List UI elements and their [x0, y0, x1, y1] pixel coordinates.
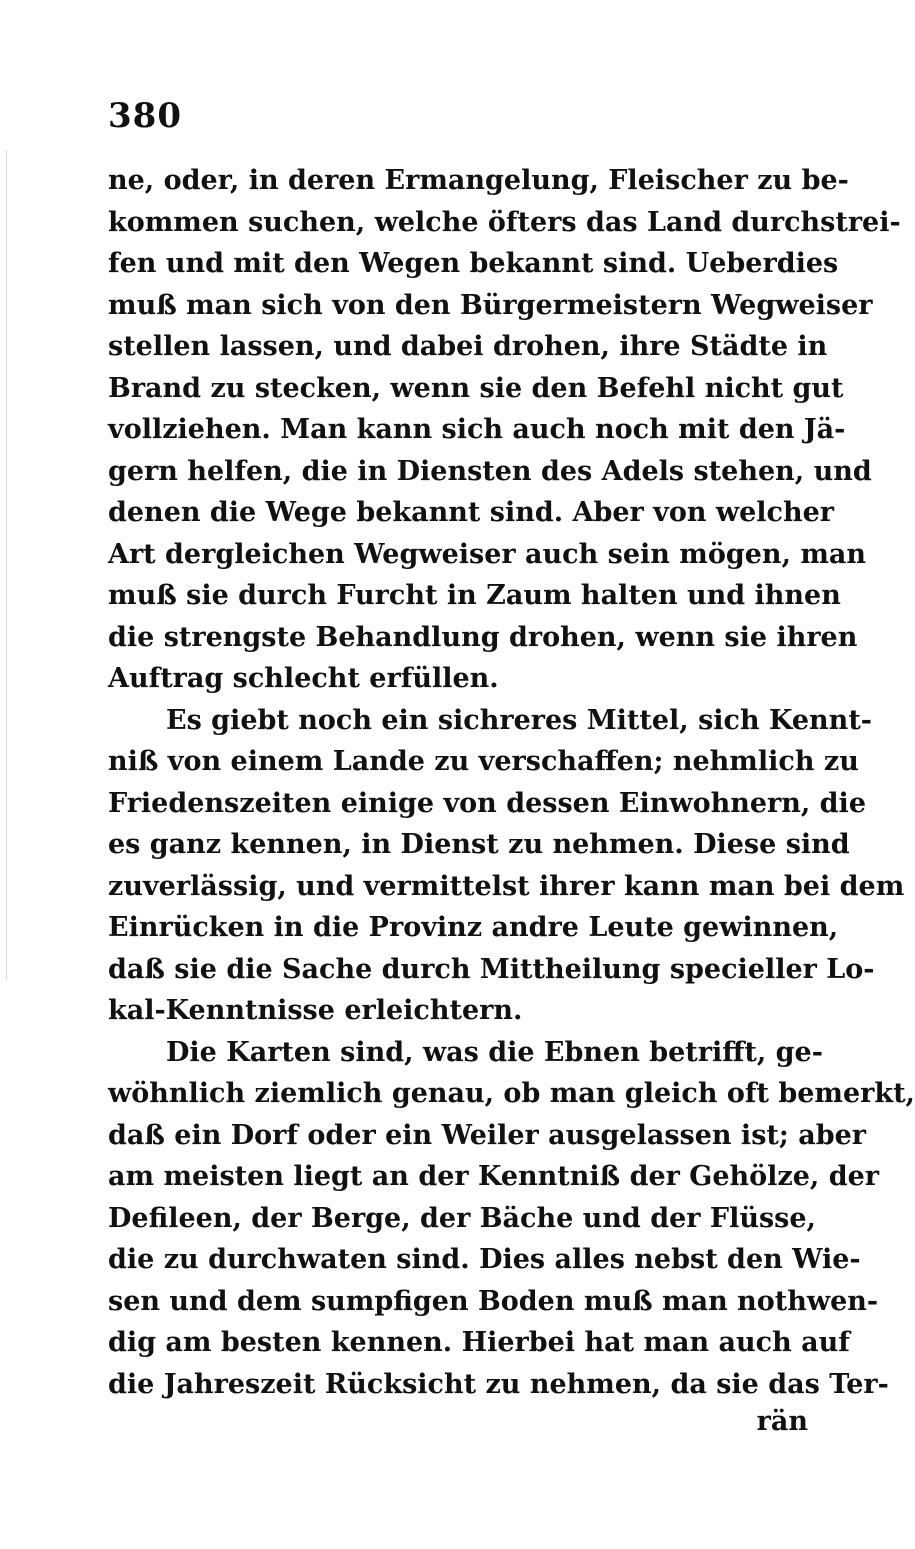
- page-number: 380: [108, 96, 182, 136]
- margin-rule: [6, 150, 7, 980]
- paragraph-start-line: Es giebt noch ein sichreres Mittel, sich Kennt-: [166, 704, 872, 736]
- text-line: muß man sich von den Bürgermeistern Wegweiser: [108, 289, 873, 321]
- text-line: am meisten liegt an der Kenntniß der Gehölze, der: [108, 1161, 879, 1192]
- text-line: die zu durchwaten sind. Dies alles nebst den Wie-: [108, 1244, 861, 1275]
- text-line: denen die Wege bekannt sind. Aber von welcher: [108, 497, 835, 528]
- text-line: stellen lassen, und dabei drohen, ihre Städte in: [108, 331, 828, 362]
- text-line: Defileen, der Berge, der Bäche und der Flüsse,: [108, 1202, 816, 1234]
- catchword: rän: [756, 1406, 808, 1437]
- text-line: Art dergleichen Wegweiser auch sein mögen, man: [108, 538, 867, 570]
- text-line: die strengste Behandlung drohen, wenn sie ihren: [108, 621, 858, 653]
- text-line: daß ein Dorf oder ein Weiler ausgelassen ist; aber: [108, 1119, 867, 1151]
- paragraph-end-line: kal-Kenntnisse erleichtern.: [108, 995, 523, 1026]
- text-line: fen und mit den Wegen bekannt sind. Ueberdies: [108, 248, 839, 279]
- text-line: Einrücken in die Provinz andre Leute gewinnen,: [108, 912, 839, 943]
- paragraph-start-line: Die Karten sind, was die Ebnen betrifft, ge-: [166, 1036, 823, 1068]
- paragraph-end-line: Auftrag schlecht erfüllen.: [108, 663, 499, 694]
- text-line: ne, oder, in deren Ermangelung, Fleischer zu be-: [108, 165, 849, 196]
- text-line: dig am besten kennen. Hierbei hat man auch auf: [108, 1327, 850, 1358]
- text-line: daß sie die Sache durch Mittheilung specieller Lo-: [108, 953, 875, 985]
- text-line: die Jahreszeit Rücksicht zu nehmen, da sie das Ter-: [108, 1368, 889, 1400]
- text-line: zuverlässig, und vermittelst ihrer kann man bei dem: [108, 870, 905, 902]
- text-line: gern helfen, die in Diensten des Adels stehen, und: [108, 455, 872, 487]
- text-line: wöhnlich ziemlich genau, ob man gleich oft bemerkt,: [108, 1078, 915, 1109]
- text-line: sen und dem sumpfigen Boden muß man nothwen-: [108, 1285, 879, 1317]
- text-line: niß von einem Lande zu verschaffen; nehmlich zu: [108, 746, 859, 777]
- body-text: [108, 160, 915, 1405]
- text-line: kommen suchen, welche öfters das Land durchstrei-: [108, 206, 901, 238]
- text-line: vollziehen. Man kann sich auch noch mit den Jä-: [108, 414, 846, 445]
- text-line: Friedenszeiten einige von dessen Einwohnern, die: [108, 787, 866, 819]
- text-line: Brand zu stecken, wenn sie den Befehl nicht gut: [108, 372, 844, 404]
- text-line: es ganz kennen, in Dienst zu nehmen. Diese sind: [108, 829, 850, 860]
- text-line: muß sie durch Furcht in Zaum halten und ihnen: [108, 580, 841, 611]
